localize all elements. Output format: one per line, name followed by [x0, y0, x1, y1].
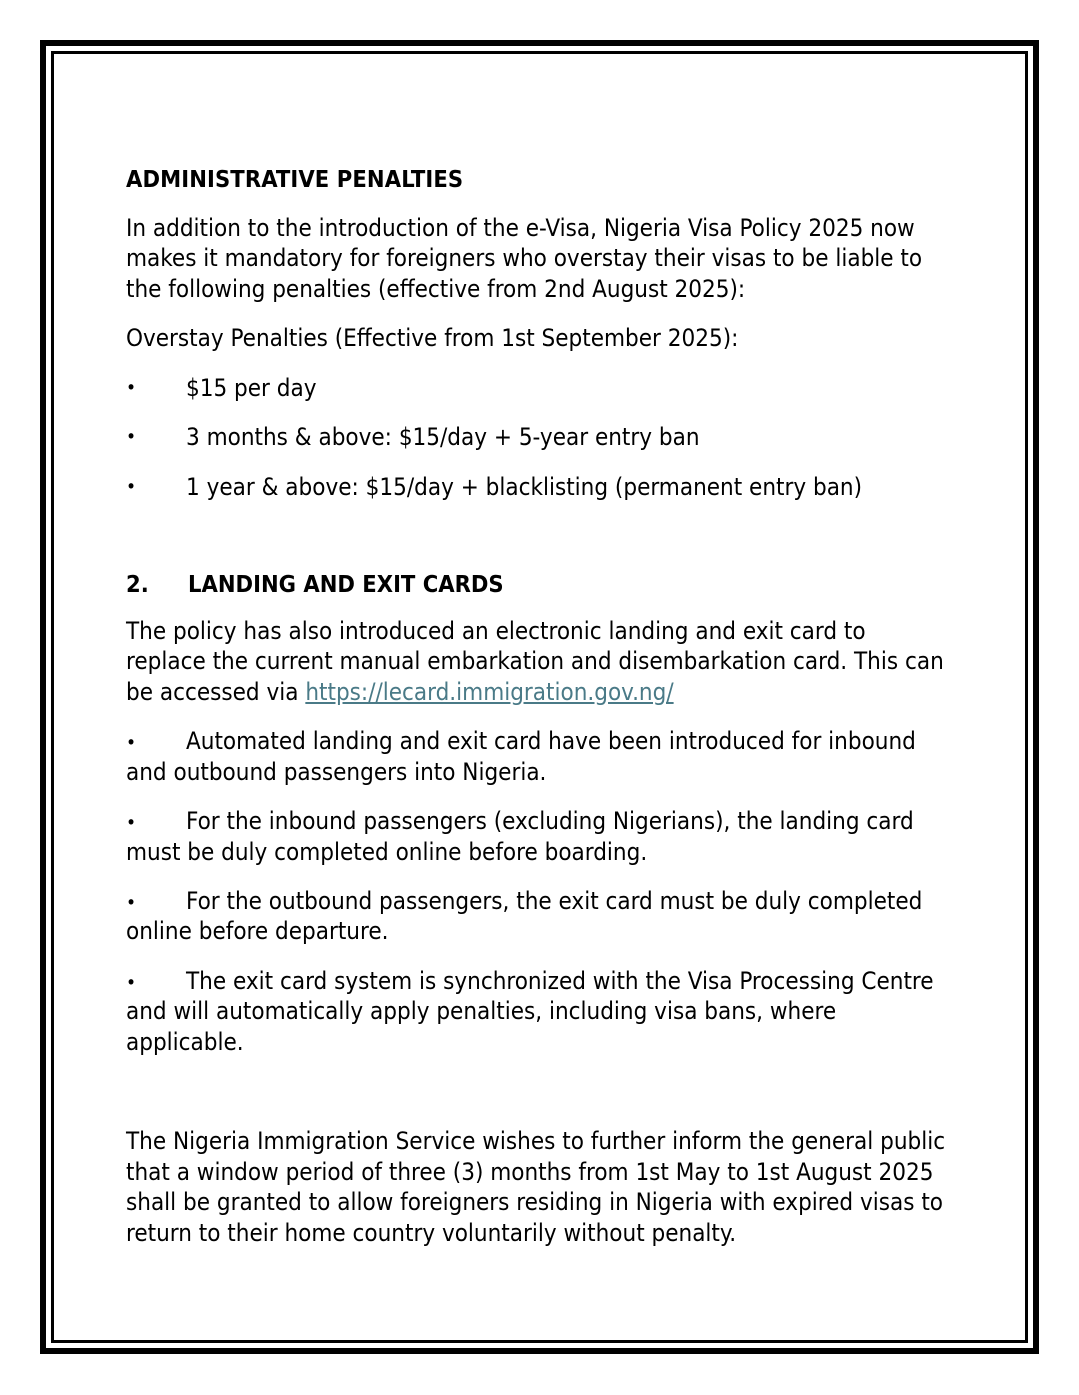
list-item [126, 966, 950, 1057]
lecard-portal-link[interactable]: https://lecard.immigration.gov.ng/ [305, 677, 674, 706]
paragraph-closing: The Nigeria Immigration Service wishes to further inform the general public that a window period of three (3) months from 1st May to 1st August 2025 shall be granted to allow foreigners residing in Nigeria with expired visas to return to their home country voluntarily without penalty. [126, 1127, 946, 1247]
list-item-label: The exit card system is synchronized with the Visa Processing Centre and will automatically apply penalties, including visa bans, where applicable. [126, 966, 934, 1056]
bullet-icon: • [126, 426, 137, 449]
list-item-label: $15 per day [186, 373, 317, 402]
empty-paragraph-spacer [126, 1076, 950, 1126]
bullet-icon: • [126, 812, 137, 835]
list-item-label: For the inbound passengers (excluding Nigerians), the landing card must be duly completed online before boarding. [126, 807, 914, 866]
bullet-icon: • [126, 475, 137, 498]
heading-administrative-penalties: ADMINISTRATIVE PENALTIES [126, 165, 464, 193]
paragraph-overstay-lead: Overstay Penalties (Effective from 1st September 2025): [126, 324, 739, 353]
list-item [126, 726, 950, 787]
list-item [126, 373, 950, 403]
document-content [126, 166, 950, 1267]
list-item [126, 422, 950, 452]
list-item-label: Automated landing and exit card have been introduced for inbound and outbound passengers into Nigeria. [126, 727, 916, 786]
list-item-label: For the outbound passengers, the exit card must be duly completed online before departure. [126, 887, 923, 946]
bullet-icon: • [126, 732, 137, 755]
list-item-label: 3 months & above: $15/day + 5-year entry ban [186, 423, 700, 452]
list-item-label: 1 year & above: $15/day + blacklisting (permanent entry ban) [186, 472, 863, 501]
bullet-icon: • [126, 376, 137, 399]
paragraph-text-before-link: The policy has also introduced an electronic landing and exit card to replace the current manual embarkation and disembarkation card. This can be accessed via [126, 616, 944, 706]
bullet-icon: • [126, 971, 137, 994]
heading-landing-and-exit-cards [126, 571, 950, 599]
heading-number: 2. [126, 570, 149, 598]
heading-label: LANDING AND EXIT CARDS [188, 570, 504, 598]
paragraph-section2-intro [126, 616, 950, 707]
list-item [126, 472, 950, 502]
list-item [126, 886, 950, 947]
list-item [126, 806, 950, 867]
paragraph-intro: In addition to the introduction of the e-Visa, Nigeria Visa Policy 2025 now makes it mandatory for foreigners who overstay their visas to be liable to the following penalties (effective from 2nd August 2025): [126, 213, 923, 303]
empty-paragraph-spacer [126, 521, 950, 571]
bullet-icon: • [126, 892, 137, 914]
